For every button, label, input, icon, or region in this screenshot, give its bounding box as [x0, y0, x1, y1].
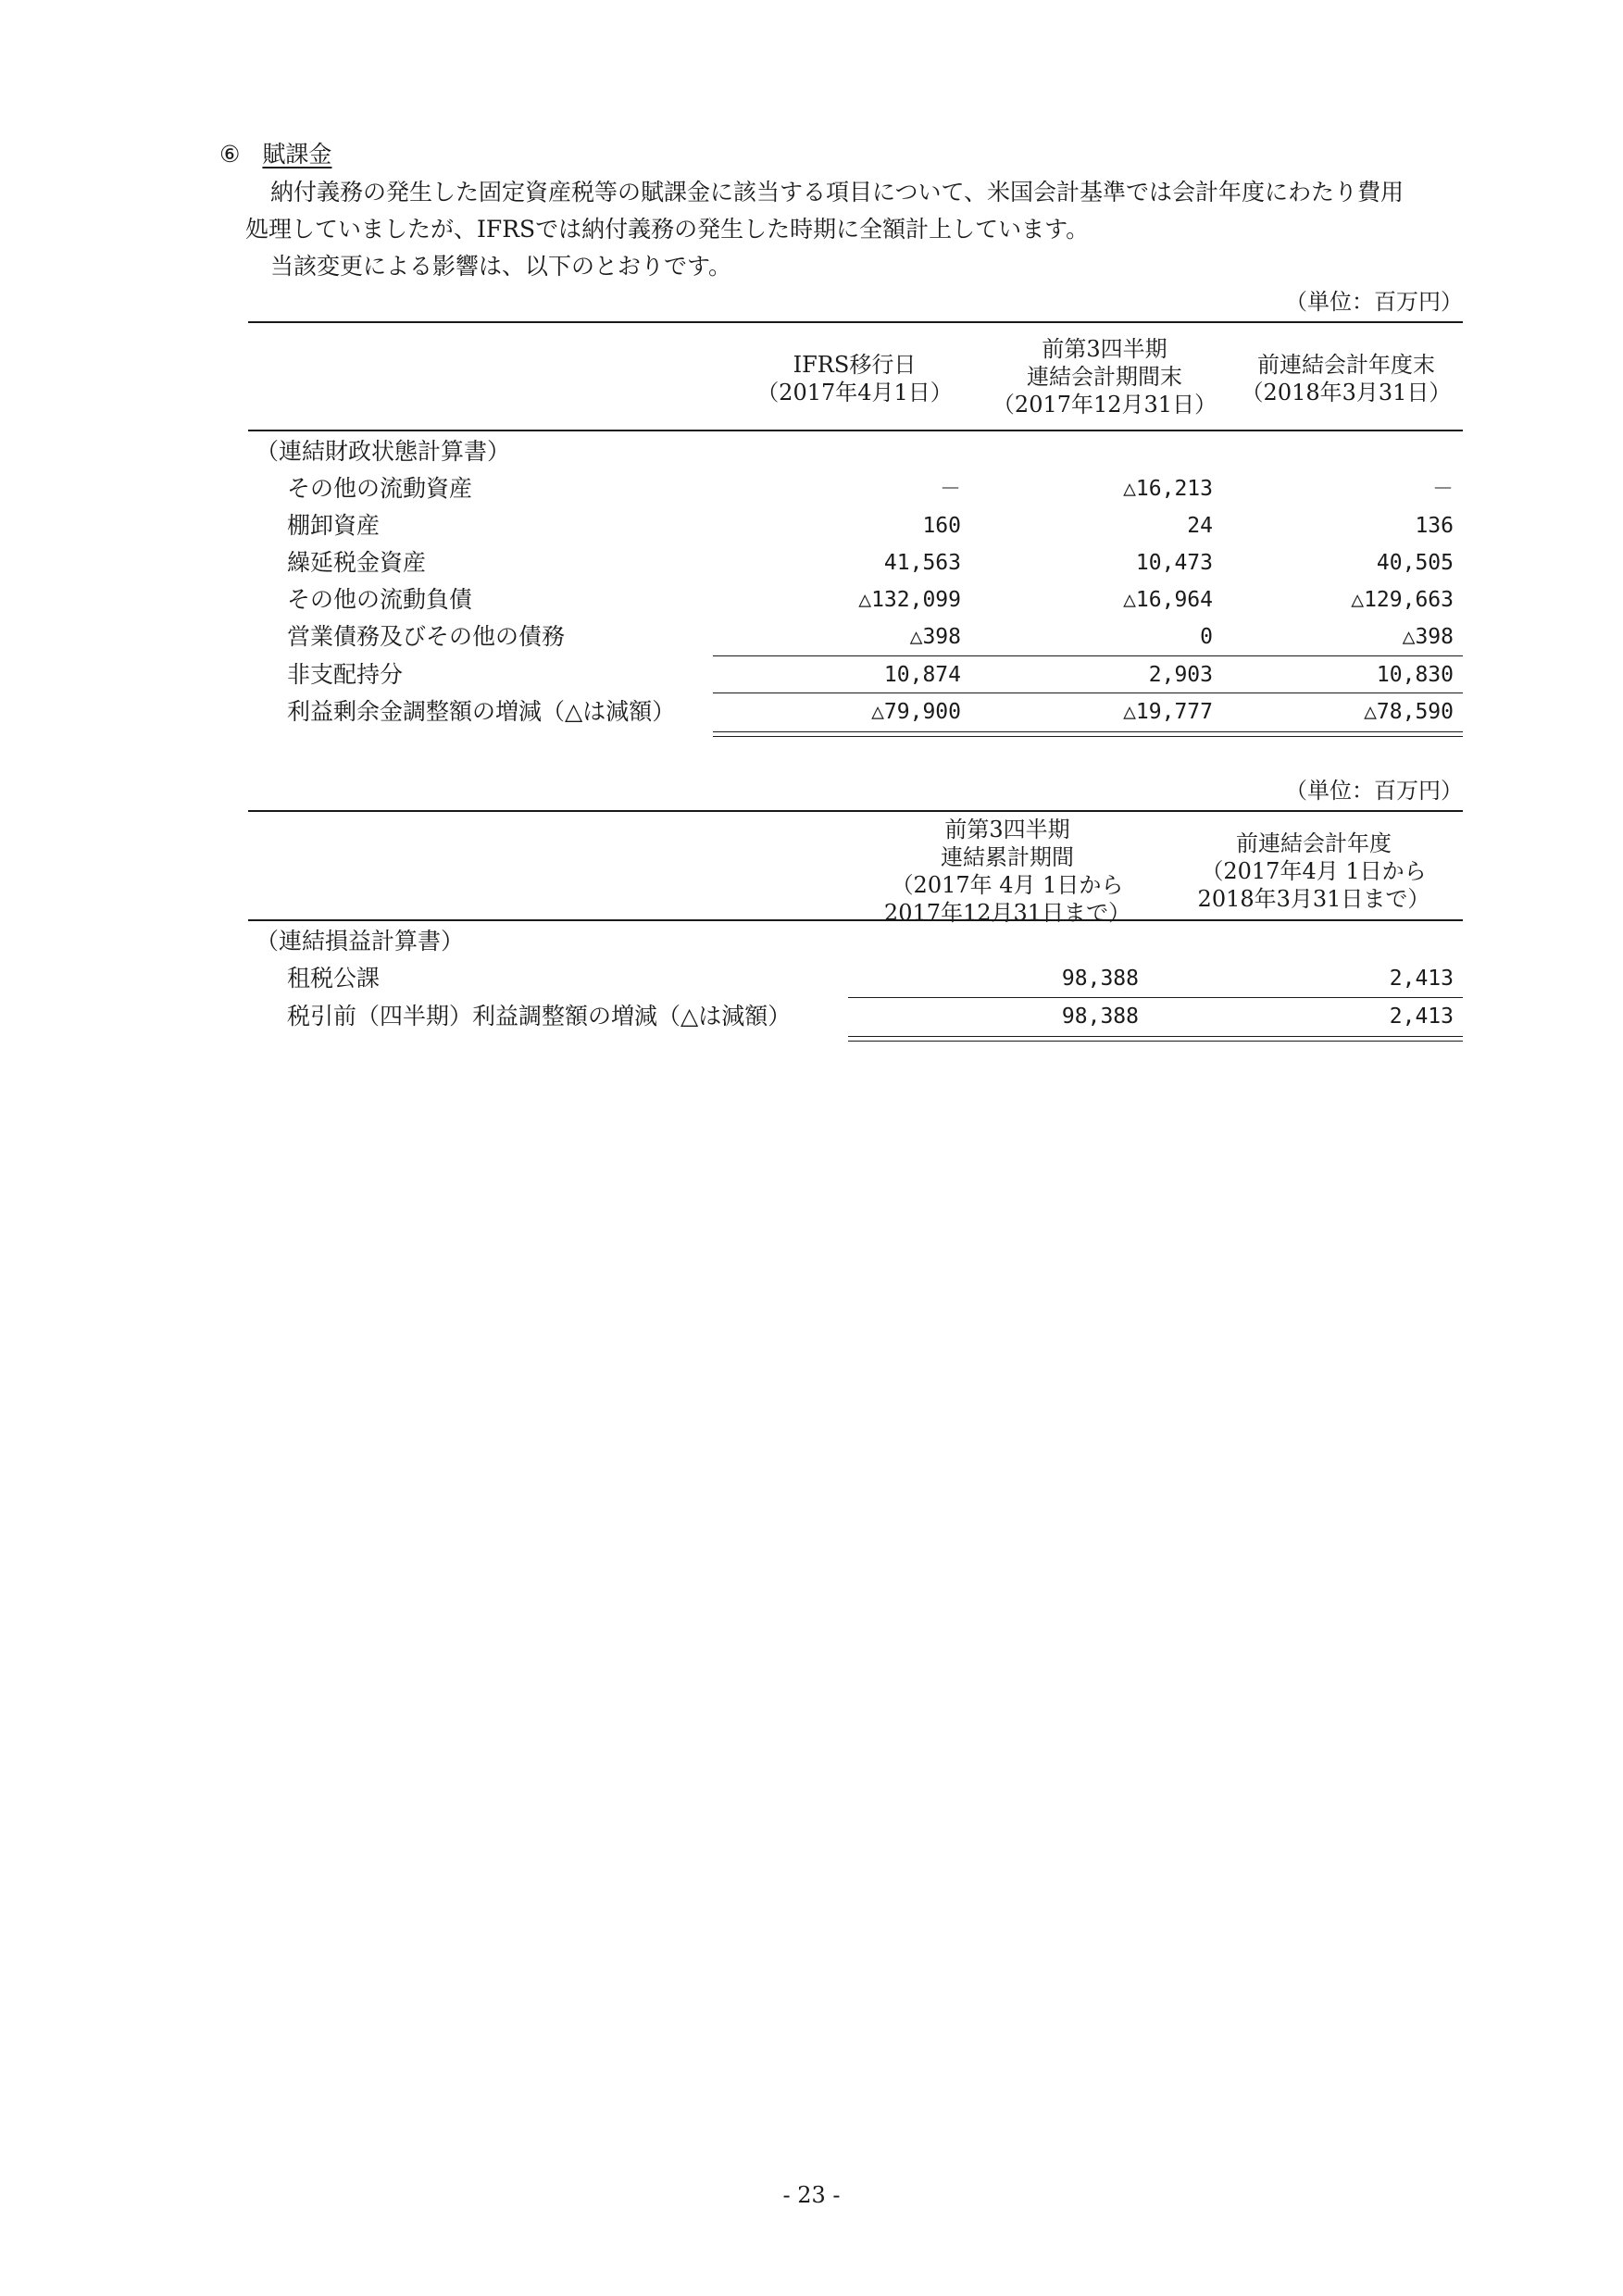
column-header: 前第3四半期 連結累計期間 （2017年 4月 1日から 2017年12月31日まで）: [883, 817, 1131, 926]
column-header: 前第3四半期 連結会計期間末 （2017年12月31日）: [992, 336, 1217, 418]
double-rule-top: [848, 1036, 1463, 1037]
paragraph: 納付義務の発生した固定資産税等の賦課金に該当する項目について、米国会計基準では会計年度にわたり費用: [270, 179, 1405, 206]
table-row: 棚卸資産 160 24 136: [287, 512, 1454, 539]
table-row: 営業債務及びその他の債務 △398 0 △398: [287, 623, 1454, 650]
category-row: （連結損益計算書）: [256, 928, 465, 955]
unit-label: （単位：百万円）: [1285, 289, 1463, 315]
category-row: （連結財政状態計算書）: [256, 438, 511, 465]
unit-label: （単位：百万円）: [1285, 778, 1463, 804]
section-heading: [219, 139, 331, 170]
double-rule-bottom: [713, 736, 1463, 737]
double-rule-bottom: [848, 1041, 1463, 1042]
table-row: その他の流動資産 － △16,213 －: [287, 475, 1454, 502]
table-row: 租税公課 98,388 2,413: [287, 965, 1454, 992]
paragraph: 当該変更による影響は、以下のとおりです。: [270, 253, 732, 280]
column-header: 前連結会計年度 （2017年4月 1日から 2018年3月31日まで）: [1197, 830, 1430, 912]
table-row: 非支配持分 10,874 2,903 10,830: [287, 661, 1454, 688]
column-header: 前連結会計年度末 （2018年3月31日）: [1241, 352, 1452, 406]
column-header: IFRS移行日 （2017年4月1日）: [756, 352, 953, 406]
total-row: 利益剰余金調整額の増減（△は減額） △79,900 △19,777 △78,590: [287, 698, 1454, 725]
header-bottom-rule: [248, 430, 1463, 431]
page-number: - 23 -: [782, 2182, 841, 2208]
header-bottom-rule: [248, 919, 1463, 921]
double-rule-top: [713, 731, 1463, 732]
table-top-rule: [248, 321, 1463, 323]
total-row: 税引前（四半期）利益調整額の増減（△は減額） 98,388 2,413: [287, 1003, 1454, 1029]
paragraph: 処理していましたが、IFRSでは納付義務の発生した時期に全額計上しています。: [245, 216, 1090, 243]
table-row: その他の流動負債 △132,099 △16,964 △129,663: [287, 586, 1454, 613]
section-number: ⑥: [219, 141, 241, 168]
section-title: 賦課金: [262, 141, 332, 168]
table-row: 繰延税金資産 41,563 10,473 40,505: [287, 549, 1454, 576]
table-top-rule: [248, 810, 1463, 812]
